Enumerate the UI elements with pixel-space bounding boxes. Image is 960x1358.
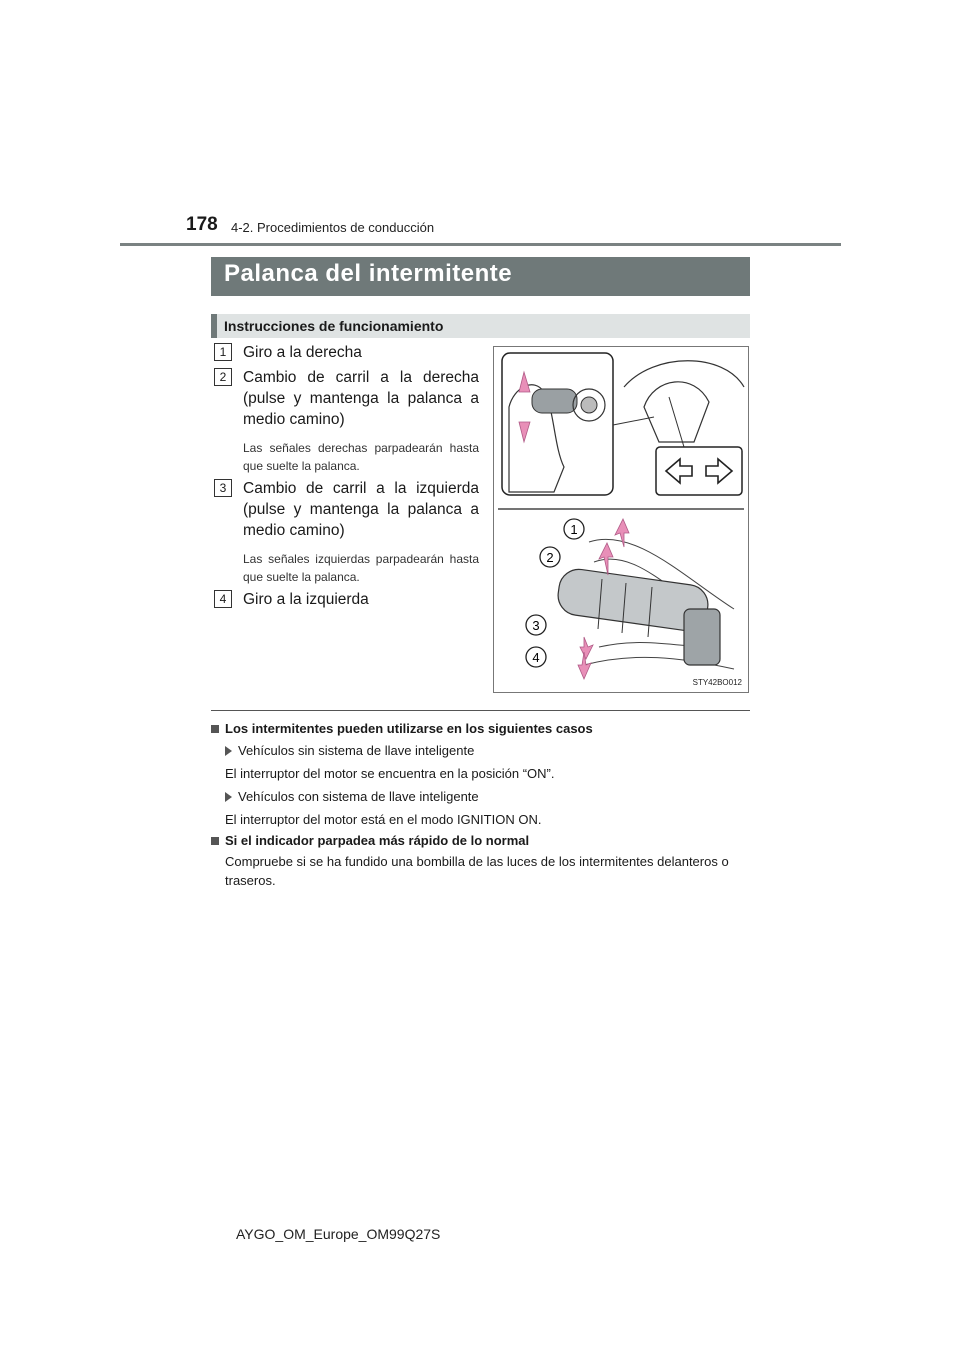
step-number: 2: [214, 368, 232, 386]
step-4: [214, 589, 479, 610]
page-title: Palanca del intermitente: [224, 260, 513, 287]
step-text: Giro a la izquierda: [243, 591, 369, 608]
bullet-item: Vehículos sin sistema de llave inteligente: [211, 741, 756, 760]
note-text: Compruebe si se ha fundido una bombilla de las luces de los intermitentes delanteros o traseros.: [225, 854, 729, 888]
svg-text:3: 3: [532, 618, 540, 633]
step-note: Las señales izquierdas parpadearán hasta que suelte la palanca.: [243, 552, 479, 584]
turn-indicator-arrows: [656, 447, 742, 495]
footer-doc-id: AYGO_OM_Europe_OM99Q27S: [236, 1226, 441, 1242]
subheading-bar: [211, 314, 750, 338]
header-rule: [120, 243, 841, 246]
section-label: 4-2. Procedimientos de conducción: [231, 220, 435, 235]
step-text: Cambio de carril a la derecha (pulse y mantenga la palanca a medio camino): [243, 369, 479, 428]
step-number: 4: [214, 590, 232, 608]
subheading-accent: [211, 314, 217, 338]
turn-signal-illustration: [494, 347, 748, 692]
note-text: El interruptor del motor está en el modo IGNITION ON.: [225, 812, 542, 827]
figure-code: STY42BO012: [692, 678, 742, 687]
svg-text:1: 1: [570, 522, 578, 537]
callout-2: [540, 547, 560, 567]
step-1: [214, 342, 479, 363]
note-heading: Los intermitentes pueden utilizarse en los siguientes casos: [211, 719, 756, 738]
section-divider: [211, 710, 750, 711]
callout-1: [564, 519, 584, 539]
title-bar: [211, 257, 750, 296]
bullet-item: Vehículos con sistema de llave inteligente: [211, 787, 756, 806]
callout-4: [526, 647, 546, 667]
step-text: Cambio de carril a la izquierda (pulse y mantenga la palanca a medio camino): [243, 480, 479, 539]
steering-column-sketch: [613, 361, 744, 447]
step-note: Las señales derechas parpadearán hasta que suelte la palanca.: [243, 441, 479, 473]
triangle-bullet-icon: [225, 792, 232, 802]
note-text: El interruptor del motor se encuentra en la posición “ON”.: [225, 766, 555, 781]
hand-inset: [502, 353, 613, 495]
svg-text:4: 4: [532, 650, 540, 665]
note-heading: Si el indicador parpadea más rápido de lo normal: [211, 831, 756, 850]
step-number: 1: [214, 343, 232, 361]
note-usage: [211, 719, 756, 829]
callout-3: [526, 615, 546, 635]
page-number: 178: [186, 214, 218, 235]
note-fast-blink: [211, 831, 756, 890]
subheading: Instrucciones de funcionamiento: [224, 318, 444, 334]
turn-signal-figure: [493, 346, 749, 693]
step-number: 3: [214, 479, 232, 497]
step-text: Giro a la derecha: [243, 344, 362, 361]
square-bullet-icon: [211, 725, 219, 733]
lever-detail: [556, 519, 734, 679]
triangle-bullet-icon: [225, 746, 232, 756]
square-bullet-icon: [211, 837, 219, 845]
step-3: [214, 478, 479, 586]
step-2: [214, 367, 479, 475]
svg-text:2: 2: [546, 550, 554, 565]
